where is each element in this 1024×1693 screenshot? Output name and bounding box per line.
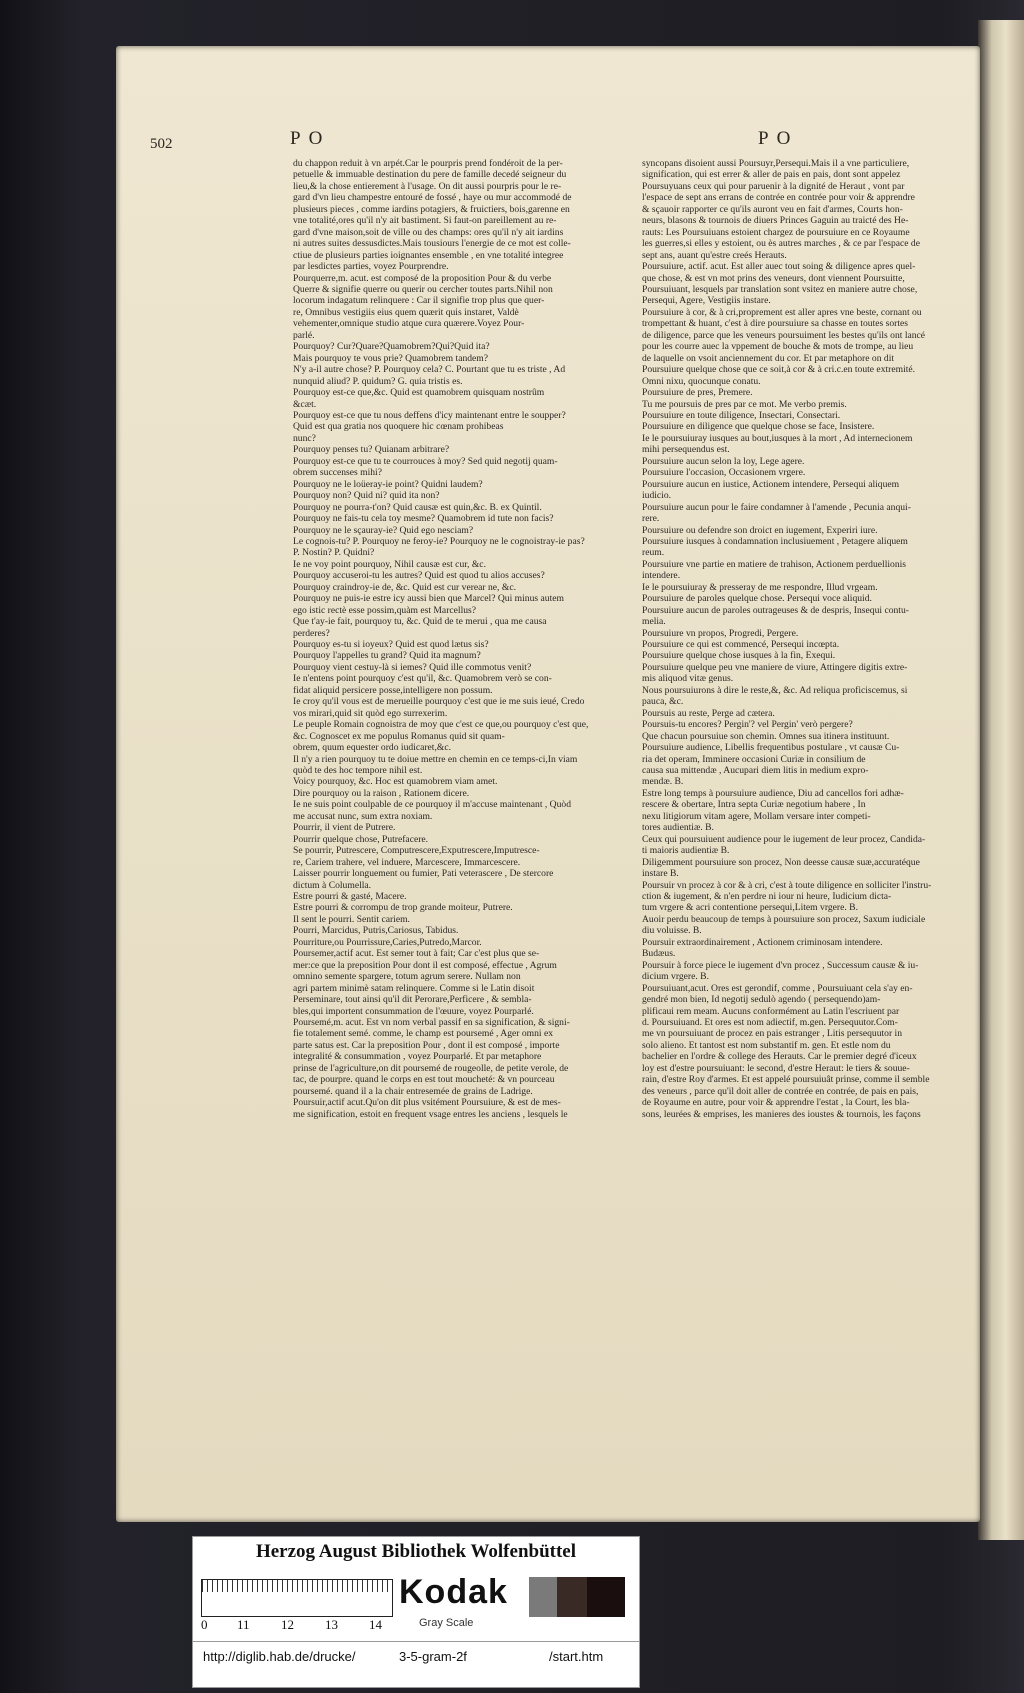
ruler-number: 14 bbox=[369, 1617, 382, 1632]
text-line: rescere & obertare, Intra septa Curiæ negotium habere , In bbox=[642, 799, 866, 811]
text-line: Ceux qui poursuiuent audience pour le iugement de leur procez, Candida- bbox=[642, 833, 926, 845]
text-line: Quid est qua gratia nos quoquere hic cœnam prohibeas bbox=[293, 421, 504, 433]
library-title: Herzog August Bibliothek Wolfenbüttel bbox=[255, 1541, 577, 1562]
text-line: Poursuir vn procez à cor & à cri, c'est à toute diligence en solliciter l'instru- bbox=[642, 879, 932, 891]
text-line: Pourquoy es-tu si ioyeux? Quid est quod lætus sis? bbox=[293, 639, 489, 651]
text-line: Perseminare, tout ainsi qu'il dit Perorare,Perficere , & sembla- bbox=[293, 994, 532, 1006]
text-line: Poursuiure audience, Libellis frequentibus postulare , vt causæ Cu- bbox=[642, 742, 900, 754]
text-line: sept ans, auant qu'estre creés Herauts. bbox=[642, 249, 787, 261]
text-line: ctiue de plusieurs parties ioignantes ensemble , en vne totalité integree bbox=[293, 249, 564, 261]
text-line: Pourquoy craindroy-ie de, &c. Quid est cur verear ne, &c. bbox=[293, 581, 516, 593]
page-number: 502 bbox=[150, 136, 173, 152]
card-divider bbox=[193, 1641, 639, 1642]
text-line: Mais pourquoy te vous prie? Quamobrem tandem? bbox=[293, 352, 489, 364]
text-line: rauts: Les Poursuiuans estoient chargez de poursuiure en ce Royaume bbox=[642, 226, 910, 238]
text-line: que chose, & est vn mot prins des veneurs, dont viennent Poursuitte, bbox=[642, 272, 905, 284]
text-line: ction & iugement, & n'en perdre ni iour ni heure, Iudicium dicta- bbox=[642, 891, 892, 902]
text-line: Poursuiure l'occasion, Occasionem vrgere. bbox=[642, 467, 806, 479]
text-line: dicium vrgere. B. bbox=[642, 971, 709, 983]
text-line: tum vrgere & acri contentione persequi,Litem vrgere. B. bbox=[642, 902, 858, 914]
ruler-number: 13 bbox=[325, 1617, 338, 1632]
text-line: locorum indagatum relinquere : Car il signifie trop plus que quer- bbox=[293, 295, 545, 307]
text-line: Nous poursuiurons à dire le reste,&, &c. Ad reliqua proficiscemus, si bbox=[642, 684, 908, 696]
text-line: tores audientiæ. B. bbox=[642, 822, 714, 834]
text-line: Pourquoy l'appelles tu grand? Quid ita magnum? bbox=[293, 650, 481, 662]
text-line: Poursuiure ce qui est commencé, Persequi incœpta. bbox=[642, 639, 840, 651]
text-line: prinse de l'agriculture,on dit poursemé de rougeolle, de petite verole, de bbox=[293, 1062, 569, 1074]
text-line: Pourrir, il vient de Putrere. bbox=[293, 822, 396, 834]
text-line: Dire pourquoy ou la raison , Rationem dicere. bbox=[293, 787, 470, 799]
text-line: Voicy pourquoy, &c. Hoc est quamobrem viam amet. bbox=[293, 776, 498, 788]
text-line: gard d'vne maison,soit de ville ou des champs: ores qu'il n'y ait iardins bbox=[293, 226, 564, 238]
text-line: reum. bbox=[642, 547, 665, 559]
text-line: omnino semente spargere, totum agrum serere. Nullam non bbox=[293, 971, 521, 983]
text-line: gendré mon bien, Id negotij sedulò agendo ( persequendo)am- bbox=[642, 994, 881, 1006]
text-line: rere. bbox=[642, 513, 660, 525]
right-text-column bbox=[642, 158, 1014, 1120]
url-left-link[interactable]: http://diglib.hab.de/drucke/ bbox=[203, 1649, 356, 1664]
text-line: agri partem minimè satam relinquere. Comme si le Latin disoit bbox=[293, 982, 535, 994]
text-line: loy est d'estre poursuiuant: le second, d'estre Heraut: le tiers & souue- bbox=[642, 1062, 910, 1074]
text-line: Pourquoy accuseroi-tu les autres? Quid est quod tu alios accuses? bbox=[293, 570, 545, 582]
text-line: causa sua mittendæ , Aucupari diem litis in medium expro- bbox=[642, 765, 869, 777]
text-line: Pourquoy non? Quid ni? quid ita non? bbox=[293, 490, 440, 502]
text-line: &c. Cognoscet ex me populus Romanus quid sit quam- bbox=[293, 730, 505, 742]
text-line: Poursuiure de paroles quelque chose. Persequi voce aliquid. bbox=[642, 593, 872, 605]
text-line: nexu litigiorum vitam agere, Mollam versare inter competi- bbox=[642, 810, 871, 822]
text-line: P. Nostin? P. Quidni? bbox=[293, 547, 375, 559]
target-card bbox=[192, 1536, 640, 1688]
text-line: bles,qui importent consummation de l'œuure, voyez Pourparlé. bbox=[293, 1005, 534, 1017]
text-line: Laisser pourrir longuement ou fumier, Pati veterascere , De stercore bbox=[293, 868, 554, 880]
text-line: Omni nixu, quocunque conatu. bbox=[642, 375, 761, 387]
text-line: Auoir perdu beaucoup de temps à poursuiure son procez, Saxum iudiciale bbox=[642, 913, 926, 925]
text-line: par lesdictes parties, voyez Pourprendre. bbox=[293, 261, 449, 273]
text-line: re, Cariem trahere, vel induere, Marcescere, Immarcescere. bbox=[293, 856, 521, 868]
text-line: Pourquoy vient cestuy-là si iemes? Quid ille commotus venit? bbox=[293, 661, 532, 673]
text-line: les guerres,si elles y estoient, ou ès autres marches , & ce par l'espace de bbox=[642, 238, 920, 250]
text-line: me vn poursuiuant de procez en pais estranger , Litis persequutor in bbox=[642, 1028, 903, 1040]
text-line: Poursuiure en diligence que quelque chose se face, Insistere. bbox=[642, 421, 875, 433]
text-line: Pourquoy est-ce que,&c. Quid est quamobrem quisquam nostrûm bbox=[293, 387, 545, 399]
text-line: Poursuir à force piece le iugement d'vn procez , Successum causæ & iu- bbox=[642, 959, 919, 971]
text-line: ti maioris audientiæ B. bbox=[642, 845, 730, 857]
text-line: Que chacun poursuiue son chemin. Omnes sua itinera instituunt. bbox=[642, 730, 890, 742]
text-line: ni autres suites dessusdictes.Mais tousiours l'energie de ce mot est colle- bbox=[293, 238, 571, 250]
text-line: neurs, blasons & tournois de diuers Princes Gaguin au traicté des He- bbox=[642, 215, 909, 227]
text-line: solo alieno. Et tantost est nom substantif m. gen. Et estle nom du bbox=[642, 1039, 891, 1051]
text-line: Poursemer,actif acut. Est semer tout à fait; Car c'est plus que se- bbox=[293, 948, 540, 960]
text-line: Diligemment poursuiure son procez, Non deesse causæ suæ,accuratéque bbox=[642, 856, 920, 868]
text-line: Poursuiure quelque chose que ce soit,à cor & à cri.c.en toute extremité. bbox=[642, 364, 916, 376]
text-line: tac, de pourpre. quand le corps en est tout moucheté: & vn pourceau bbox=[293, 1074, 555, 1086]
text-line: d. Poursuiuand. Et ores est nom adiectif, m.gen. Persequutor.Com- bbox=[642, 1016, 898, 1028]
text-line: Poursuiure aucun en iustice, Actionem intendere, Persequi aliquem bbox=[642, 478, 900, 490]
text-line: Pourquoy ne le loüeray-ie point? Quidni laudem? bbox=[293, 478, 483, 490]
text-line: melia. bbox=[642, 616, 666, 628]
text-line: nunquid aliud? P. quidum? G. quia tristis es. bbox=[293, 375, 463, 387]
text-line: quòd te des hoc tempore nihil est. bbox=[293, 765, 423, 777]
text-line: obrem, quum equester ordo iudicaret,&c. bbox=[293, 742, 451, 754]
text-line: gard d'vn lieu champestre entouré de fossé , haye ou mur accommodé de bbox=[293, 192, 572, 204]
text-line: Pourquoy est-ce que tu nous deffens d'icy maintenant entre le soupper? bbox=[293, 409, 566, 421]
text-line: Poursuir extraordinairement , Actionem criminosam intendere. bbox=[642, 936, 883, 948]
text-line: re, Omnibus vestigiis eius quem quærit quis instaret, Valdè bbox=[293, 306, 519, 318]
text-line: vehementer,omnique studio atque cura quærere.Voyez Pour- bbox=[293, 318, 525, 330]
ruler-number: 0 bbox=[201, 1617, 208, 1632]
text-line: poursemé. quand il a la chair entresemée de grains de Ladrige. bbox=[293, 1085, 533, 1097]
text-line: pour les courre auec la vppement de bouche & mots de trompe, au lieu bbox=[642, 341, 914, 353]
text-line: lieu,& la chose entierement à l'usage. On dit aussi pourpris pour le re- bbox=[293, 180, 562, 192]
text-line: fie totalement semé. comme, le champ est poursemé , Ager omni ex bbox=[293, 1028, 554, 1040]
text-line: Poursuis-tu encores? Pergin'? vel Pergin' verò pergere? bbox=[642, 719, 853, 731]
text-line: Poursemé,m. acut. Est vn nom verbal passif en sa signification, & signi- bbox=[293, 1016, 570, 1028]
text-line: Pourquerre,m. acut. est composé de la proposition Pour & du verbe bbox=[293, 272, 552, 284]
text-line: rain, d'estre Roy d'armes. Et est appelé poursuiuât prinse, comme il semble bbox=[642, 1074, 930, 1086]
text-line: petuelle & immuable destination du pere de famille decedé seigneur du bbox=[293, 169, 567, 181]
text-line: Poursuiure iusques à condamnation inclusiuement , Petagere aliquem bbox=[642, 535, 908, 547]
text-line: N'y a-il autre chose? P. Pourquoy cela? C. Pourtant que tu es triste , Ad bbox=[293, 364, 566, 376]
text-line: Ie n'entens point pourquoy c'est qu'il, &c. Quamobrem verò se con- bbox=[293, 673, 552, 685]
text-line: Tu me poursuis de pres par ce mot. Me verbo premis. bbox=[642, 398, 847, 410]
text-line: Il sent le pourri. Sentit cariem. bbox=[293, 913, 410, 925]
text-line: de Royaume en autre, pour voir & apprendre l'estat , la Court, les bla- bbox=[642, 1097, 910, 1109]
text-line: Poursuyuans ceux qui pour paruenir à la dignité de Heraut , vont par bbox=[642, 180, 905, 192]
text-line: Que t'ay-ie fait, pourquoy tu, &c. Quid de te merui , qua me causa bbox=[293, 616, 547, 628]
gray-patch-dark bbox=[557, 1577, 587, 1617]
text-line: pauca, &c. bbox=[642, 696, 684, 708]
text-line: mis aliquod vitæ genus. bbox=[642, 673, 734, 685]
text-line: perderes? bbox=[293, 627, 330, 639]
text-line: parlé. bbox=[293, 329, 315, 341]
text-line: plusieurs pieces , comme iardins potagiers, & fruictiers, bois,garenne en bbox=[293, 203, 570, 215]
text-line: Poursuiure ou defendre son droict en iugement, Experiri iure. bbox=[642, 524, 878, 536]
text-line: l'espace de sept ans errans de contrée en contrée pour voir & apprendre bbox=[642, 192, 915, 204]
text-line: des veneurs , parce qu'il doit aller de contrée en contrée, de pais en pais, bbox=[642, 1085, 919, 1097]
text-line: me accusat nunc, sum extra noxiam. bbox=[293, 810, 433, 822]
text-line: Poursuiure aucun selon la loy, Lege agere. bbox=[642, 455, 805, 467]
gray-scale-label: Gray Scale bbox=[419, 1617, 474, 1629]
text-line: Poursuiure quelque chose iusques à la fin, Exequi. bbox=[642, 650, 836, 662]
text-line: signification, qui est errer & aller de pais en pais, dont sont appelez bbox=[642, 169, 901, 181]
text-line: Poursuiure, actif. acut. Est aller auec tout soing & diligence apres quel- bbox=[642, 261, 916, 273]
text-line: Pourriture,ou Pourrissure,Caries,Putredo,Marcor. bbox=[293, 936, 482, 948]
text-line: Ie le poursuiuray iusques au bout,iusques à la mort , Ad internecionem bbox=[642, 432, 913, 444]
text-line: ria det operam, Imminere occasioni Curiæ in consilium de bbox=[642, 753, 866, 765]
text-line: Ie ne suis point coulpable de ce pourquoy il m'accuse maintenant , Quòd bbox=[293, 799, 572, 811]
text-line: parte satus est. Car la preposition Pour , dont il est composé , importe bbox=[293, 1039, 560, 1051]
ruler-number: 11 bbox=[237, 1617, 250, 1632]
text-line: dictum à Columella. bbox=[293, 879, 372, 891]
left-text-column bbox=[293, 158, 665, 1120]
text-line: &cæt. bbox=[293, 398, 317, 410]
text-line: Pourquoy ne le sçauray-ie? Quid ego nesciam? bbox=[293, 524, 474, 536]
text-line: Poursuiure quelque peu vne maniere de viure, Attingere digitis extre- bbox=[642, 661, 908, 673]
text-line: Poursuiuant,acut. Ores est gerondif, comme , Poursuiuant cela s'ay en- bbox=[642, 982, 913, 994]
text-line: vos mirari,quid sit quòd ego surrexerim. bbox=[293, 707, 448, 719]
text-line: Pourrir quelque chose, Putrefacere. bbox=[293, 833, 429, 845]
text-line: Poursuiure vne partie en matiere de trahison, Actionem perduellionis bbox=[642, 558, 907, 570]
text-line: Poursuis au reste, Perge ad cætera. bbox=[642, 707, 775, 719]
text-line: Pourquoy? Cur?Quare?Quamobrem?Qui?Quid ita? bbox=[293, 341, 490, 353]
text-line: Estre pourri & gasté, Macere. bbox=[293, 891, 407, 902]
text-line: ego istic rectè esse possim,quàm est Marcellus? bbox=[293, 604, 477, 616]
text-line: me signification, estoit en frequent vsage entres les anciens , lesquels le bbox=[293, 1108, 568, 1120]
text-line: fidat aliquid persicere posse,intelligere non possum. bbox=[293, 684, 493, 696]
text-line: Se pourrir, Putrescere, Computrescere,Exputrescere,Imputresce- bbox=[293, 845, 540, 857]
kodak-logo: Kodak bbox=[399, 1573, 508, 1611]
text-line: Poursuiure aucun pour le faire condamner à l'amende , Pecunia anqui- bbox=[642, 501, 911, 513]
text-line: instare B. bbox=[642, 868, 679, 880]
text-line: mendæ. B. bbox=[642, 776, 684, 788]
text-line: sons, leurées & emprises, les manieres des ioustes & tournois, les façons bbox=[642, 1108, 921, 1120]
text-line: nunc? bbox=[293, 432, 316, 444]
text-line: vne totalité,ores qu'il n'y ait bastiment. Si faut-on pareillement au re- bbox=[293, 215, 557, 227]
text-line: obrem succenses mihi? bbox=[293, 467, 382, 479]
text-line: plificaui rem meam. Aucuns conformément au Latin l'escriuent par bbox=[642, 1005, 900, 1017]
text-line: Pourquoy ne puis-ie estre icy aussi bien que Marcel? Qui minus autem bbox=[293, 593, 564, 605]
text-line: & sçauoir rapporter ce qu'ils auront veu en fait d'armes, Courts hon- bbox=[642, 203, 903, 215]
text-line: Poursuir,actif acut.Qu'on dit plus vsitément Poursuiure, & est de mes- bbox=[293, 1097, 561, 1109]
text-line: iudicio. bbox=[642, 490, 672, 502]
text-line: Querre & signifie querre ou querir ou cercher toutes parts.Nihil non bbox=[293, 283, 553, 295]
text-line: Persequi, Agere, Vestigiis instare. bbox=[642, 295, 771, 307]
text-line: Pourquoy ne pourra-t'on? Quid causæ est quin,&c. B. ex Quintil. bbox=[293, 501, 542, 513]
text-line: diu voluisse. B. bbox=[642, 925, 702, 937]
text-line: du chappon reduit à vn arpét.Car le pourpris prend fondéroit de la per- bbox=[293, 158, 563, 169]
text-line: mihi persequendus est. bbox=[642, 444, 730, 456]
gray-patch-mid bbox=[529, 1577, 557, 1617]
shelfmark-label: 3-5-gram-2f bbox=[399, 1649, 467, 1664]
text-line: trompettant & huant, c'est à dire poursuiure sa chasse en toutes sortes bbox=[642, 318, 909, 330]
text-line: Ie le poursuiuray & presseray de me respondre, Illud vrgeam. bbox=[642, 581, 878, 593]
text-line: integralité & consummation , voyez Pourparlé. Et par metaphore bbox=[293, 1051, 542, 1063]
gray-patch-black bbox=[587, 1577, 625, 1617]
text-line: Poursuiure de pres, Premere. bbox=[642, 387, 753, 399]
text-line: de diligence, parce que les veneurs poursuiment les bestes qu'ils ont lancé bbox=[642, 329, 926, 341]
text-line: de laquelle on vsoit anciennement du cor. Et par metaphore on dit bbox=[642, 352, 895, 364]
text-line: mer:ce que la preposition Pour dont il est composé, effectue , Agrum bbox=[293, 959, 557, 971]
running-header-left: P O bbox=[290, 128, 325, 149]
text-line: Poursuiure aucun de paroles outrageuses & de despris, Insequi contu- bbox=[642, 604, 909, 616]
text-line: intendere. bbox=[642, 570, 681, 582]
text-line: Poursuiure en toute diligence, Insectari, Consectari. bbox=[642, 409, 841, 421]
running-header-right: P O bbox=[758, 128, 793, 149]
text-line: Ie croy qu'il vous est de merueille pourquoy c'est que ie me suis ieué, Credo bbox=[293, 696, 585, 708]
text-line: Estre pourri & corrompu de trop grande moiteur, Putrere. bbox=[293, 902, 513, 914]
text-line: Pourquoy penses tu? Quianam arbitrare? bbox=[293, 444, 450, 456]
text-line: syncopans disoient aussi Poursuyr,Persequi.Mais il a vne particuliere, bbox=[642, 158, 910, 169]
text-line: Pourri, Marcidus, Putris,Cariosus, Tabidus. bbox=[293, 925, 459, 937]
text-line: Le cognois-tu? P. Pourquoy ne feroy-ie? Pourquoy ne le cognoistray-ie pas? bbox=[293, 535, 585, 547]
text-line: Pourquoy est-ce que tu te courrouces à moy? Sed quid negotij quam- bbox=[293, 455, 558, 467]
text-line: Poursuiuant, lesquels par translation sont vsitez en maniere autre chose, bbox=[642, 283, 918, 295]
text-line: Il n'y a rien pourquoy tu te doiue mettre en chemin en ce temps-ci,In viam bbox=[293, 753, 578, 765]
text-line: bachelier en l'ordre & college des Herauts. Car le premier degré d'iceux bbox=[642, 1051, 917, 1063]
url-right-link[interactable]: /start.htm bbox=[549, 1649, 604, 1664]
text-line: Budæus. bbox=[642, 948, 676, 960]
scale-ruler bbox=[201, 1579, 393, 1617]
text-line: Pourquoy ne fais-tu cela toy mesme? Quamobrem id tute non facis? bbox=[293, 513, 554, 525]
text-line: Poursuiure à cor, & à cri,proprement est aller apres vne beste, cornant ou bbox=[642, 306, 922, 318]
text-line: Poursuiure vn propos, Progredi, Pergere. bbox=[642, 627, 799, 639]
text-line: Le peuple Romain cognoistra de moy que c'est ce que,ou pourquoy c'est que, bbox=[293, 719, 589, 731]
text-line: Estre long temps à poursuiure audience, Diu ad cancellos fori adhæ- bbox=[642, 787, 904, 799]
text-line: Ie ne voy point pourquoy, Nihil causæ est cur, &c. bbox=[293, 558, 486, 570]
ruler-number: 12 bbox=[281, 1617, 294, 1632]
